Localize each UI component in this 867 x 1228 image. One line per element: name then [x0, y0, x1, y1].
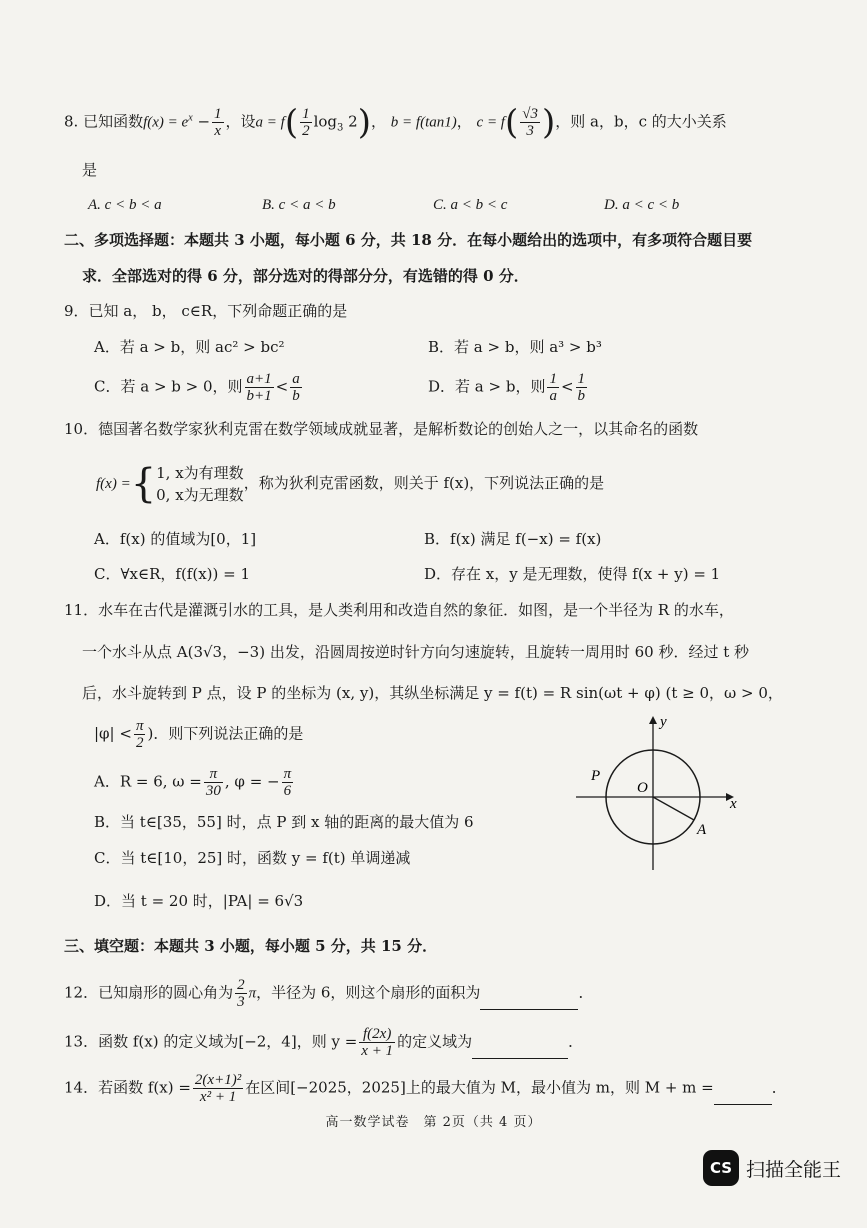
q14-stem: 14．若函数 f(x) = $\frac{\text{2(x+1)²}}{\text{x² + 1}}$ 在区间[−2025，2025]上的最大值为 M，最小值为 m，则 M + m = ． [64, 1072, 787, 1105]
section2-heading: 二、多项选择题：本题共 3 小题，每小题 6 分，共 18 分．在每小题给出的选项中，有多项符合题目要 [64, 231, 753, 249]
q9-stem: 9．已知 a， b， c∈R，下列命题正确的是 [64, 302, 348, 320]
scanner-watermark [703, 1148, 853, 1188]
q11-stem-2: 一个水斗从点 A(3√3，−3) 出发，沿圆周按逆时针方向匀速旋转，且旋转一周用时 60 秒．经过 t 秒 [82, 643, 750, 661]
q8-option-d: D. a < c < b [604, 197, 680, 213]
label-x: x [730, 796, 737, 812]
q10-stem: 10．德国著名数学家狄利克雷在数学领域成就显著，是解析数论的创始人之一，以其命名的函数 [64, 420, 699, 438]
camscanner-logo-icon: CS [703, 1150, 739, 1186]
q12-stem: 12．已知扇形的圆心角为 $\frac{2}{3}$ π，半径为 6，则这个扇形的面积为 ． [64, 977, 594, 1010]
q8-option-c: C. a < b < c [433, 197, 508, 213]
label-a: A [697, 822, 707, 838]
q11-option-b: B．当 t∈[35，55] 时，点 P 到 x 轴的距离的最大值为 6 [94, 813, 474, 831]
q8-stem-cont: 是 [82, 161, 98, 179]
q12-answer-blank[interactable] [480, 995, 578, 1010]
q10-option-a: A．f(x) 的值域为[0，1] [94, 530, 257, 548]
q11-stem-3: 后，水斗旋转到 P 点，设 P 的坐标为 (x, y)，其纵坐标满足 y = f(t) = R sin(ωt + φ) (t ≥ 0，ω > 0， [82, 684, 783, 702]
q10-option-c: C．∀x∈R，f(f(x)) = 1 [94, 565, 251, 583]
q9-option-b: B．若 a > b，则 a³ > b³ [428, 338, 602, 356]
q13-answer-blank[interactable] [472, 1044, 568, 1059]
label-p: P [591, 768, 601, 784]
scanner-brand: 扫描全能王 [746, 1158, 842, 1181]
q8-option-b: B. c < a < b [262, 197, 336, 213]
q8-stem: 8. 已知函数$f(x) = e^x$ − $\frac{1}{x}$ ，设a = f( $\frac{1}{2}$ $\log_3 2$)， b = f(tan1)， c = f( $\frac{√3}{3}$ )，则 a，b，c 的大小关系 [64, 102, 727, 143]
q8-number: 8. [64, 112, 79, 131]
q10-option-b: B．f(x) 满足 f(−x) = f(x) [424, 530, 602, 548]
label-origin: O [637, 780, 648, 796]
q11-stem-1: 11．水车在古代是灌溉引水的工具，是人类利用和改造自然的象征．如图，是一个半径为 R 的水车， [64, 601, 734, 619]
q11-option-d: D．当 t = 20 时，|PA| = 6√3 [94, 892, 304, 910]
q9-option-d: D．若 a > b，则 $\frac{1}{a}$ < $\frac{1}{b}$ [428, 371, 586, 404]
section3-heading: 三、填空题：本题共 3 小题，每小题 5 分，共 15 分． [64, 937, 438, 955]
label-y: y [660, 714, 667, 730]
q10-option-d: D．存在 x，y 是无理数，使得 f(x + y) = 1 [424, 565, 721, 583]
q11-option-a: A．R = 6, ω = $\frac{\pi}{30}$ , φ = − $\frac{\pi}{6}$ [94, 766, 292, 799]
q11-stem-4: |φ| < $\frac{\pi}{2}$ )．则下列说法正确的是 [94, 718, 304, 751]
radius-oa [653, 797, 694, 820]
q8-frac-1-x: $\frac{1}{x}$ [214, 106, 222, 139]
page-footer: 高一数学试卷 第 2页（共 4 页） [325, 1115, 542, 1130]
q9-option-c: C．若 a > b > 0，则 $\frac{a+1}{b+1}$ < $\frac{a}{b}$ [94, 371, 300, 404]
q11-option-c: C．当 t∈[10，25] 时，函数 y = f(t) 单调递减 [94, 849, 411, 867]
q13-stem: 13．函数 f(x) 的定义域为[−2，4]，则 y = $\frac{f(2x)}{x + 1}$ 的定义域为 ． [64, 1026, 584, 1059]
water-wheel-figure [574, 712, 754, 872]
q8-option-a: A. c < b < a [88, 197, 162, 213]
q14-answer-blank[interactable] [714, 1090, 772, 1105]
section2-heading-cont: 求．全部选对的得 6 分，部分选对的得部分分，有选错的得 0 分． [82, 267, 529, 285]
q9-option-a: A．若 a > b，则 ac² > bc² [94, 338, 285, 356]
q10-function: f(x) ={ 1, x为有理数 0, x为无理数 ，称为狄利克雷函数，则关于 f(x)，下列说法正确的是 [96, 461, 605, 507]
